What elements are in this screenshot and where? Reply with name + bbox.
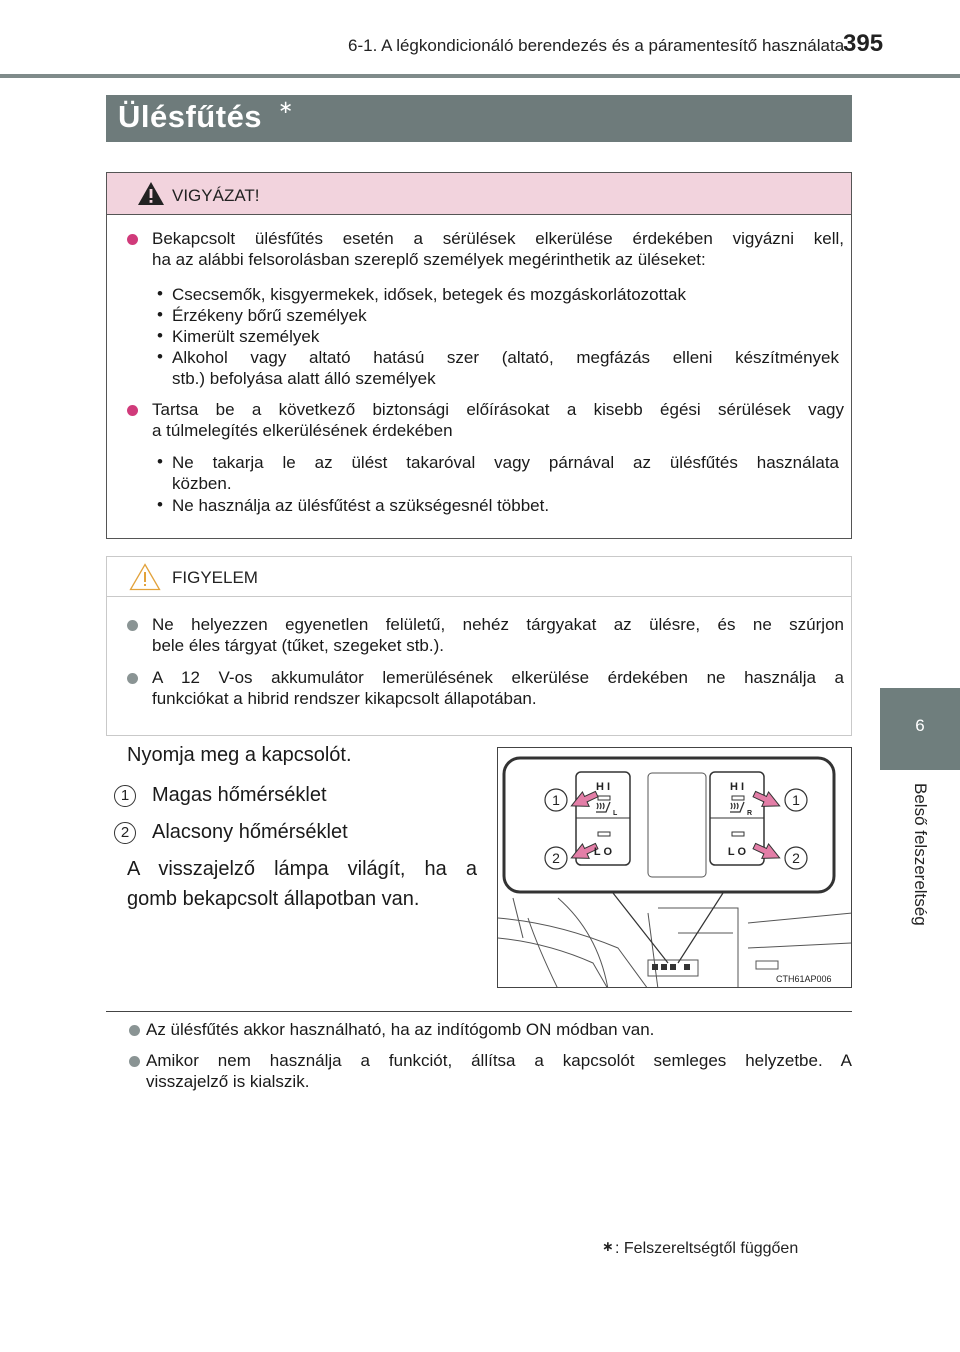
note-1: Az ülésfűtés akkor használható, ha az indítógomb ON módban van. [146, 1020, 655, 1039]
callout-number-1: 1 [552, 792, 560, 808]
notice-header [107, 557, 851, 597]
indicator-note-line-1: A visszajelző lámpa világít, ha a [127, 858, 477, 880]
note-2-line-2: visszajelző is kialszik. [146, 1072, 310, 1091]
notice-item-1-line-1: Ne helyezzen egyenetlen felületű, nehéz tárgyakat az ülésre, és ne szúrjon [152, 615, 844, 634]
left-hi-label: H I [595, 781, 611, 793]
bullet-icon [127, 673, 138, 684]
note-2-line-1: Amikor nem használja a funkciót, állítsa a kapcsolót semleges helyzetbe. A [146, 1051, 852, 1070]
caution-subitem: Ne használja az ülésfűtést a szükségesnél többet. [172, 496, 550, 515]
left-lo-label: L O [593, 846, 613, 858]
section-title: 6-1. A légkondicionáló berendezés és a páramentesítő használata [348, 36, 845, 55]
chapter-number: 6 [915, 716, 925, 735]
sub-bullet-icon: • [157, 347, 163, 366]
notice-box [106, 556, 852, 736]
figure-code: CTH61AP006 [776, 974, 832, 984]
warning-icon [137, 181, 165, 206]
caution-item-2-line-2: a túlmelegítés elkerülésének érdekében [152, 421, 453, 440]
sub-bullet-icon: • [157, 326, 163, 345]
callout-number-1: 1 [792, 792, 800, 808]
chapter-tab [880, 688, 960, 770]
page-number: 395 [843, 30, 884, 57]
caution-subitem: Alkohol vagy altató hatású szer (altató, megfázás elleni készítmények [172, 348, 839, 367]
sub-bullet-icon: • [157, 305, 163, 324]
step-number-2: 2 [114, 822, 136, 844]
optional-marker: ∗ [278, 97, 294, 117]
step-2-text: Alacsony hőmérséklet [152, 821, 348, 843]
callout-number-2: 2 [552, 850, 560, 866]
notice-item-2-line-2: funkciókat a hibrid rendszer kikapcsolt állapotában. [152, 689, 537, 708]
notice-item-1-line-2: bele éles tárgyat (tűket, szegeket stb.). [152, 636, 444, 655]
caution-subitem-continued: stb.) befolyása alatt álló személyek [172, 369, 436, 388]
section-heading [106, 95, 852, 142]
footnote-text: : Felszereltségtől függően [615, 1240, 799, 1257]
bullet-icon [129, 1025, 140, 1036]
caution-item-2-line-1: Tartsa be a következő biztonsági előírásokat a kisebb égési sérülések vagy [152, 400, 844, 419]
caution-subitem-continued: közben. [172, 474, 232, 493]
notice-item-2-line-1: A 12 V-os akkumulátor lemerülésének elkerülése érdekében ne használja a [152, 668, 844, 687]
caution-subitem: Ne takarja le az ülést takaróval vagy párnával az ülésfűtés használata [172, 453, 839, 472]
right-hi-label: H I [729, 781, 745, 793]
caution-subitem: Csecsemők, kisgyermekek, idősek, betegek és mozgáskorlátozottak [172, 285, 687, 304]
indicator-note-line-2: gomb bekapcsolt állapotban van. [127, 888, 420, 910]
sub-bullet-icon: • [157, 284, 163, 303]
step-1-text: Magas hőmérséklet [152, 784, 327, 806]
section-heading-text: Ülésfűtés [118, 99, 263, 134]
section-divider [106, 1011, 852, 1012]
sub-bullet-icon: • [157, 452, 163, 471]
bullet-icon [129, 1056, 140, 1067]
right-side-label: R [747, 810, 753, 817]
caution-subitem: Kimerült személyek [172, 327, 320, 346]
caution-item-1-line-1: Bekapcsolt ülésfűtés esetén a sérülések elkerülése érdekében vigyázni kell, [152, 229, 844, 248]
callout-number-2: 2 [792, 850, 800, 866]
bullet-icon [127, 234, 138, 245]
header-rule [0, 74, 960, 78]
sub-bullet-icon: • [157, 495, 163, 514]
notice-label: FIGYELEM [172, 568, 258, 587]
bullet-icon [127, 620, 138, 631]
left-side-label: L [613, 810, 618, 817]
caution-item-1-line-2: ha az alábbi felsorolásban szereplő személyek megérinthetik az üléseket: [152, 250, 706, 269]
right-lo-label: L O [727, 846, 747, 858]
chapter-label-wrap [880, 775, 960, 975]
caution-label: VIGYÁZAT! [172, 186, 260, 205]
page-header [0, 0, 960, 80]
caution-box [106, 172, 852, 539]
seat-heater-switch-illustration [497, 747, 852, 988]
caution-subitem: Érzékeny bőrű személyek [172, 306, 367, 325]
bullet-icon [127, 405, 138, 416]
illustration-drawing [498, 748, 852, 988]
caution-header [107, 173, 851, 215]
step-number-1: 1 [114, 785, 136, 807]
footnote-marker: ∗ [602, 1238, 614, 1254]
notice-warning-icon [129, 563, 161, 591]
chapter-label: Belső felszereltség [911, 783, 930, 926]
instruction-intro: Nyomja meg a kapcsolót. [127, 744, 352, 766]
